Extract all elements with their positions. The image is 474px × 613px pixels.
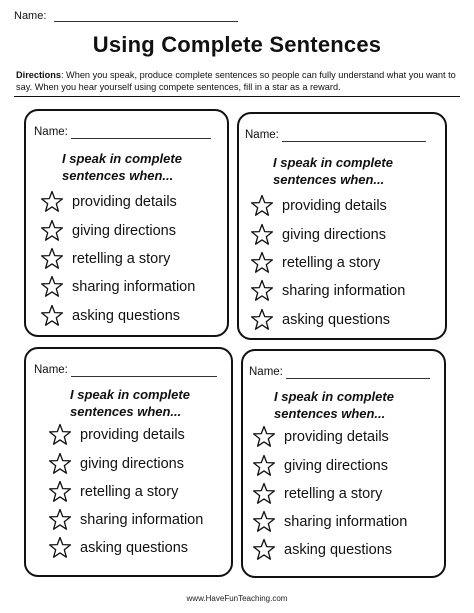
star-outline-icon[interactable]	[252, 510, 276, 533]
card-4-item-3-label: retelling a story	[284, 485, 383, 502]
card-1-item-1[interactable]	[40, 190, 177, 213]
card-3-prompt	[70, 386, 190, 420]
card-4-prompt-line-1: I speak in complete	[274, 389, 394, 404]
card-4-name-line[interactable]	[286, 378, 430, 379]
card-1-item-5-label: asking questions	[72, 307, 181, 324]
card-1-item-4-label: sharing information	[72, 278, 196, 295]
card-2-prompt-line-1: I speak in complete	[273, 155, 393, 170]
card-4-item-5-label: asking questions	[284, 541, 393, 558]
footer-site: www.HaveFunTeaching.com	[186, 594, 288, 603]
card-4-item-4[interactable]	[252, 510, 407, 533]
star-outline-icon[interactable]	[48, 480, 72, 503]
card-3-prompt-line-1: I speak in complete	[70, 387, 190, 402]
page-name-label: Name:	[14, 10, 47, 22]
card-2-item-1[interactable]	[250, 194, 387, 217]
card-1-item-2[interactable]	[40, 219, 176, 242]
star-outline-icon[interactable]	[252, 482, 276, 505]
card-3-prompt-line-2: sentences when...	[70, 404, 182, 419]
star-outline-icon[interactable]	[250, 251, 274, 274]
card-1-name-line[interactable]	[71, 138, 211, 139]
star-outline-icon[interactable]	[48, 452, 72, 475]
star-outline-icon[interactable]	[252, 425, 276, 448]
card-3-item-1-label: providing details	[80, 426, 185, 443]
star-outline-icon[interactable]	[48, 423, 72, 446]
card-3-item-4[interactable]	[48, 508, 203, 531]
card-4-item-2-label: giving directions	[284, 457, 388, 474]
card-1-item-5[interactable]	[40, 304, 180, 327]
card-2-name-line[interactable]	[282, 141, 426, 142]
card-1-prompt	[62, 150, 182, 184]
card-2-item-5-label: asking questions	[282, 311, 391, 328]
star-outline-icon[interactable]	[40, 304, 64, 327]
card-2-prompt	[273, 154, 393, 188]
directions	[16, 70, 460, 93]
star-outline-icon[interactable]	[48, 508, 72, 531]
card-4-item-1[interactable]	[252, 425, 389, 448]
card-4-item-2[interactable]	[252, 454, 388, 477]
card-4-item-3[interactable]	[252, 482, 382, 505]
card-2-item-3-label: retelling a story	[282, 254, 381, 271]
card-3-item-3[interactable]	[48, 480, 178, 503]
card-1-item-3-label: retelling a story	[72, 250, 171, 267]
card-2-item-2-label: giving directions	[282, 226, 386, 243]
card-2-prompt-line-2: sentences when...	[273, 172, 385, 187]
directions-text: : When you speak, produce complete sentences so people can fully understand what you want to say. When you hear yourself using compete sentences, fill in a star as a reward.	[16, 70, 456, 92]
card-1-item-3[interactable]	[40, 247, 170, 270]
card-3-item-5-label: asking questions	[80, 539, 189, 556]
card-2-item-3[interactable]	[250, 251, 380, 274]
card-1-item-1-label: providing details	[72, 193, 177, 210]
star-outline-icon[interactable]	[40, 219, 64, 242]
card-2-item-2[interactable]	[250, 223, 386, 246]
star-outline-icon[interactable]	[40, 275, 64, 298]
card-3-item-1[interactable]	[48, 423, 185, 446]
card-3-name-line[interactable]	[71, 376, 217, 377]
star-outline-icon[interactable]	[40, 190, 64, 213]
star-outline-icon[interactable]	[252, 538, 276, 561]
card-1-item-2-label: giving directions	[72, 222, 176, 239]
page-name-line[interactable]	[54, 21, 238, 22]
card-2-item-5[interactable]	[250, 308, 390, 331]
card-1-prompt-line-2: sentences when...	[62, 168, 174, 183]
card-4-item-5[interactable]	[252, 538, 392, 561]
star-outline-icon[interactable]	[252, 454, 276, 477]
card-4-item-4-label: sharing information	[284, 513, 408, 530]
star-outline-icon[interactable]	[250, 308, 274, 331]
card-1-prompt-line-1: I speak in complete	[62, 151, 182, 166]
card-3-name-label: Name:	[34, 364, 68, 376]
card-3-item-4-label: sharing information	[80, 511, 204, 528]
directions-label: Directions	[16, 70, 61, 80]
star-outline-icon[interactable]	[40, 247, 64, 270]
card-3-item-5[interactable]	[48, 536, 188, 559]
star-outline-icon[interactable]	[250, 279, 274, 302]
card-1-item-4[interactable]	[40, 275, 195, 298]
card-2-item-4-label: sharing information	[282, 282, 406, 299]
card-3-item-2[interactable]	[48, 452, 184, 475]
card-2-item-1-label: providing details	[282, 197, 387, 214]
page-title: Using Complete Sentences	[92, 32, 382, 57]
card-2-name-label: Name:	[245, 129, 279, 141]
card-4-prompt-line-2: sentences when...	[274, 406, 386, 421]
card-1-name-label: Name:	[34, 126, 68, 138]
star-outline-icon[interactable]	[48, 536, 72, 559]
star-outline-icon[interactable]	[250, 194, 274, 217]
card-3-item-2-label: giving directions	[80, 455, 184, 472]
card-4-prompt	[274, 388, 394, 422]
header-divider	[14, 96, 460, 97]
card-4-name-label: Name:	[249, 366, 283, 378]
card-4-item-1-label: providing details	[284, 428, 389, 445]
star-outline-icon[interactable]	[250, 223, 274, 246]
card-3-item-3-label: retelling a story	[80, 483, 179, 500]
card-2-item-4[interactable]	[250, 279, 405, 302]
